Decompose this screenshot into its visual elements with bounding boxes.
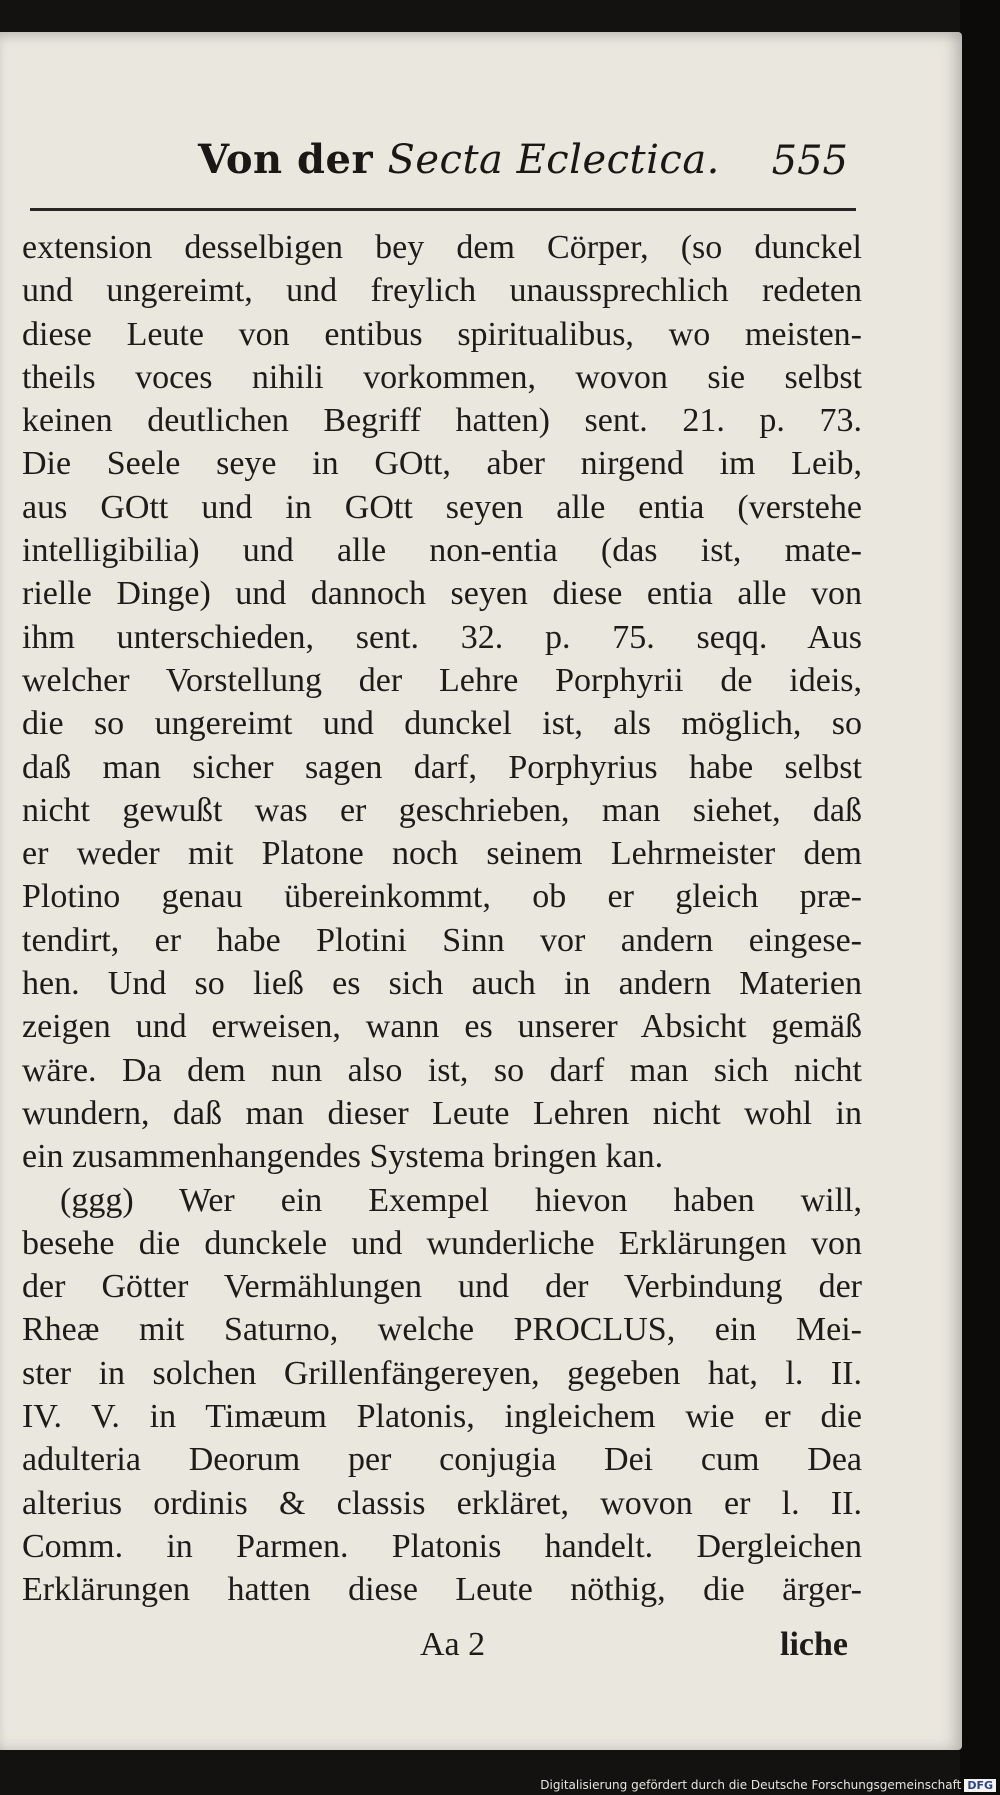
running-title — [198, 136, 720, 183]
text-line: besehe die dunckele und wunderliche Erklärungen von — [22, 1224, 862, 1262]
text-line: intelligibilia) und alle non-entia (das ist, mate- — [22, 532, 862, 570]
text-line: Comm. in Parmen. Platonis handelt. Dergleichen — [22, 1527, 862, 1565]
text-line: und ungereimt, und freylich unaussprechlich redeten — [22, 272, 862, 310]
catchword: liche — [780, 1626, 848, 1663]
running-title-italic: Secta Eclectica. — [387, 137, 720, 183]
signature-mark: Aa 2 — [420, 1626, 486, 1663]
text-line: ein zusammenhangendes Systema bringen kan. — [22, 1138, 664, 1176]
text-line: rielle Dinge) und dannoch seyen diese entia alle von — [22, 575, 862, 613]
digitization-credit — [540, 1778, 996, 1792]
page-number: 555 — [771, 138, 848, 184]
text-line: wundern, daß man dieser Leute Lehren nicht wohl in — [22, 1094, 862, 1132]
text-line: ihm unterschieden, sent. 32. p. 75. seqq. Aus — [22, 618, 862, 656]
text-line: theils voces nihili vorkommen, wovon sie selbst — [22, 358, 862, 396]
text-line: diese Leute von entibus spiritualibus, wo meisten- — [22, 315, 862, 353]
text-line: daß man sicher sagen darf, Porphyrius habe selbst — [22, 748, 862, 786]
body-text — [22, 226, 862, 1612]
footnote-start-line: (ggg) Wer ein Exempel hievon haben will, — [60, 1181, 862, 1219]
header-rule — [30, 208, 856, 211]
text-line: zeigen und erweisen, wann es unserer Absicht gemäß — [22, 1008, 862, 1046]
credit-text: Digitalisierung gefördert durch die Deutsche Forschungsgemeinschaft — [540, 1778, 962, 1792]
text-line: die so ungereimt und dunckel ist, als möglich, so — [22, 705, 862, 743]
text-line: er weder mit Platone noch seinem Lehrmeister dem — [22, 835, 862, 873]
text-line: Plotino genau übereinkommt, ob er gleich præ- — [22, 878, 862, 916]
page-header — [30, 116, 856, 212]
text-line: IV. V. in Timæum Platonis, ingleichem wie er die — [22, 1398, 862, 1436]
text-line: welcher Vorstellung der Lehre Porphyrii de ideis, — [22, 661, 862, 699]
running-title-prefix: Von der — [198, 136, 388, 183]
text-line: wäre. Da dem nun also ist, so darf man sich nicht — [22, 1051, 862, 1089]
text-line: Erklärungen hatten diese Leute nöthig, die ärger- — [22, 1571, 862, 1609]
text-line: der Götter Vermählungen und der Verbindung der — [22, 1268, 862, 1306]
book-page — [0, 32, 962, 1750]
text-line: extension desselbigen bey dem Cörper, (so dunckel — [22, 229, 862, 266]
dfg-logo: DFG — [964, 1779, 996, 1792]
text-line: adulteria Deorum per conjugia Dei cum Dea — [22, 1441, 862, 1479]
text-line: Die Seele seye in GOtt, aber nirgend im Leib, — [22, 445, 862, 483]
text-line: nicht gewußt was er geschrieben, man siehet, daß — [22, 791, 862, 829]
book-spine-shadow — [960, 0, 1000, 1795]
text-line: keinen deutlichen Begriff hatten) sent. 21. p. 73. — [22, 402, 862, 440]
text-line: aus GOtt und in GOtt seyen alle entia (verstehe — [22, 488, 862, 526]
text-line: hen. Und so ließ es sich auch in andern Materien — [22, 965, 862, 1003]
text-line: alterius ordinis & classis erkläret, wovon er l. II. — [22, 1484, 862, 1522]
text-line: tendirt, er habe Plotini Sinn vor andern eingese- — [22, 921, 862, 959]
text-line: Rheæ mit Saturno, welche PROCLUS, ein Mei- — [22, 1311, 862, 1349]
text-line: ster in solchen Grillenfängereyen, gegeben hat, l. II. — [22, 1354, 862, 1392]
